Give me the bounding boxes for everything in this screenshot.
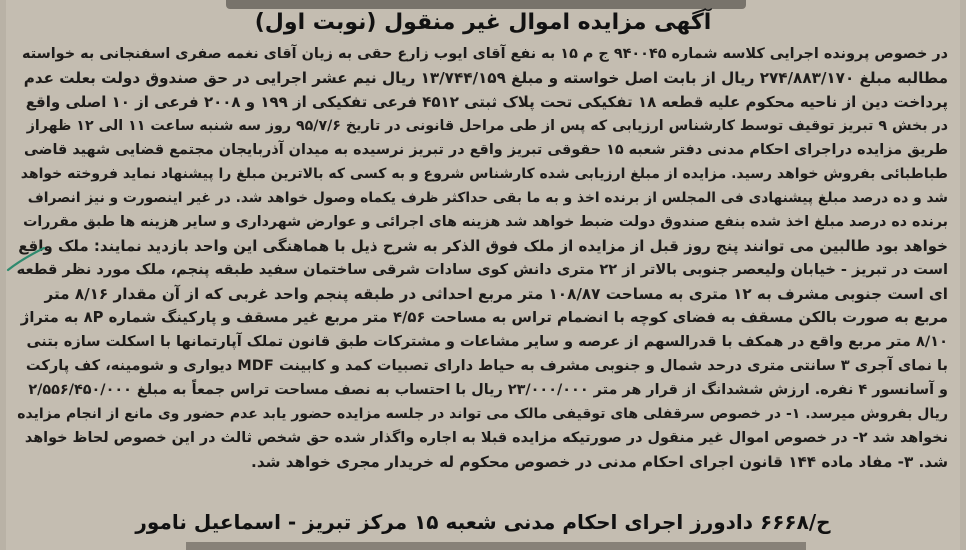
body-line: است در تبریز - خیابان ولیعصر جنوبی بالاتر از ۲۲ متری دانش کوی سادات شرقی ساختمان سفید طبقه پنجم، ملک مورد نظر قطعه xyxy=(16,261,948,278)
body-line: مربع به صورت بالکن مسقف به فضای کوچه با انضمام تراس به مساحت ۴/۵۶ متر مربع غیر مسقف و پارکینگ شماره ۸P به متراژ xyxy=(20,309,948,326)
body-line: مطالبه مبلغ ۲۷۴/۸۸۳/۱۷۰ ریال از بابت اصل خواسته و مبلغ ۱۳/۷۴۴/۱۵۹ ریال نیم عشر اجرایی در حق صندوق دولت بعلت عدم xyxy=(23,69,948,87)
top-border-fragment xyxy=(226,0,746,9)
body-line: طریق مزایده دراجرای احکام مدنی دفتر شعبه ۱۵ حقوقی تبریز واقع در تبریز نرسیده به میدان آذربایجان مجتمع قضایی شهید قاضی xyxy=(24,142,948,158)
body-line: پرداخت دین از ناحیه محکوم علیه قطعه ۱۸ تفکیکی تحت پلاک ثبتی ۴۵۱۲ فرعی تفکیکی از ۱۹۹ و ۲۰۰۸ فرعی از ۱۰ اصلی واقع xyxy=(25,93,948,111)
body-line: شد. ۳- مفاد ماده ۱۴۴ قانون اجرای احکام مدنی در خصوص محکوم له خریدار مجری خواهد شد. xyxy=(251,453,948,471)
body-line: ای است جنوبی مشرف به ۱۲ متری به مساحت ۱۰۸/۸۷ متر مربع احداثی در طبقه پنجم واحد غربی که از آن مقدار ۸/۱۶ متر xyxy=(44,285,948,303)
body-line: خواهد بود طالبین می توانند پنج روز قبل از مزایده از ملک فوق الذکر به شرح ذیل با هماهنگی این واحد بازدید نمایند: ملک واقع xyxy=(18,237,948,255)
body-line: شد و ده درصد مبلغ پیشنهادی فی المجلس از برنده اخذ و به ما بقی حداکثر ظرف یکماه وصول خواهد شد. در غیر اینصورت و نیز انصراف xyxy=(27,190,948,206)
notice-title: آگهی مزایده اموال غیر منقول (نوبت اول) xyxy=(254,10,712,35)
newspaper-clipping xyxy=(6,0,960,550)
body-line: ۸/۱۰ متر مربع واقع در همکف با قدرالسهم از عرصه و سایر مشاعات و مشترکات طبق قانون تملک آپارتمانها با اسکلت سازه بتنی xyxy=(26,333,948,350)
notice-signature: ح/۶۶۶۸ دادورز اجرای احکام مدنی شعبه ۱۵ مرکز تبریز - اسماعیل نامور xyxy=(135,510,831,534)
notice-body xyxy=(16,42,948,474)
body-line: در بخش ۹ تبریز توقیف توسط کارشناس ارزیابی که پس از طی مراحل قانونی در تاریخ ۹۵/۷/۶ روز سه شنبه ساعت ۱۱ الی ۱۲ ظهراز xyxy=(26,118,948,134)
margin-pen-mark xyxy=(6,244,46,274)
body-line: طباطبائی بفروش خواهد رسید. مزایده از مبلغ ارزیابی شده کارشناس شروع و به کسی که بالاترین مبلغ را پیشنهاد نماید فروخته خواهد xyxy=(20,166,948,182)
body-line: برنده ده درصد مبلغ اخذ شده بنفع صندوق دولت ضبط خواهد شد هزینه های اجرائی و عوارض شهرداری و سایر هزینه ها طبق مقررات xyxy=(23,214,948,230)
body-line: با نمای آجری ۳ سانتی متری درحد شمال و جنوبی مشرف به حیاط دارای تصبیات کمد و کابینت MDF دیواری و شومینه، کف پارکت xyxy=(25,357,948,374)
body-line: نخواهد شد ۲- در خصوص اموال غیر منقول در صورتیکه مزایده قبلا به اجاره واگذار شده حق شخص ثالث در این خصوص لحاظ خواهد xyxy=(24,430,948,446)
bottom-border-fragment xyxy=(186,542,806,550)
body-line: در خصوص پرونده اجرایی کلاسه شماره ۹۴۰۰۴۵ ج م ۱۵ به نفع آقای ایوب زارع حقی به زیان آقای نغمه صفری اسفنجانی به خواسته xyxy=(22,46,948,62)
body-line: ریال بفروش میرسد. ۱- در خصوص سرقفلی های توقیفی مالک می تواند در جلسه مزایده حضور یابد عدم حضور وی مانع از انجام مزایده xyxy=(17,406,948,422)
body-line: و آسانسور ۴ نفره. ارزش ششدانگ از قرار هر متر ۲۳/۰۰۰/۰۰۰ ریال با احتساب به نصف مساحت تراس جمعاً به مبلغ ۲/۵۵۶/۴۵۰/۰۰۰ xyxy=(28,382,948,398)
